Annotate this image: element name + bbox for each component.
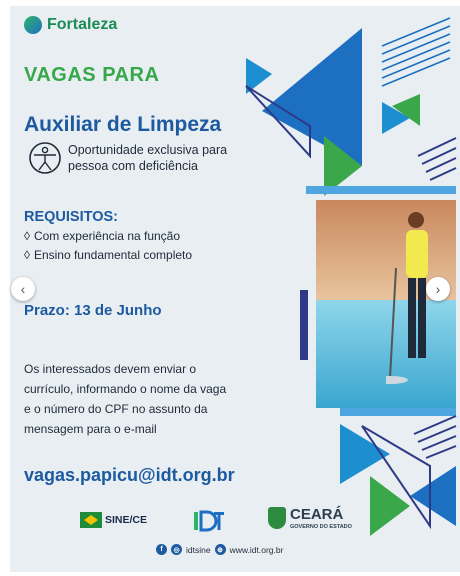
post-image <box>10 6 460 572</box>
job-title: Auxiliar de Limpeza <box>24 113 222 136</box>
deco-stripes-mid <box>418 138 456 180</box>
deadline: Prazo: 13 de Junho <box>24 302 162 319</box>
brazil-flag-icon <box>80 512 102 528</box>
deco-stripes-top <box>382 18 450 86</box>
requirement-item: ◊ Ensino fundamental completo <box>24 246 192 265</box>
instagram-icon: ◎ <box>171 544 182 555</box>
social-handle: idtsine <box>186 544 211 555</box>
carousel-next-button[interactable] <box>426 277 450 301</box>
globe-icon: ⊕ <box>215 544 226 555</box>
deco-stripes-bottom <box>414 416 456 458</box>
ceara-logo-subtext: GOVERNO DO ESTADO <box>290 524 352 530</box>
accessibility-icon <box>28 141 62 175</box>
sine-logo-text: SINE/CE <box>105 514 148 526</box>
pcd-notice <box>28 141 238 175</box>
ceara-logo <box>268 506 352 530</box>
application-instructions: Os interessados devem enviar o currículo, informando o nome da vaga e o número do CPF no assunto da mensagem para o e-mail <box>24 362 227 436</box>
requirements-title: REQUISITOS: <box>24 209 118 225</box>
ceara-shield-icon <box>268 507 286 529</box>
deco-triangle-bottom-blue <box>340 424 390 484</box>
idt-logo-icon <box>192 508 242 534</box>
brand <box>24 16 117 34</box>
requirements-list <box>24 227 192 265</box>
social-links <box>156 544 283 555</box>
fortaleza-logo-icon <box>24 16 42 34</box>
headline-prefix: VAGAS PARA <box>24 64 160 86</box>
sine-logo <box>80 512 147 528</box>
contact-email: vagas.papicu@idt.org.br <box>24 465 235 485</box>
facebook-icon: f <box>156 544 167 555</box>
chevron-right-icon: › <box>435 281 441 297</box>
partner-logos <box>72 506 452 536</box>
website: www.idt.org.br <box>229 544 284 555</box>
pcd-notice-text: Oportunidade exclusiva para pessoa com deficiência <box>68 143 228 173</box>
deco-triangle-big <box>262 28 362 166</box>
deco-bar-blue <box>306 186 456 194</box>
chevron-left-icon: ‹ <box>20 281 26 297</box>
deco-bar-navy <box>300 290 308 360</box>
ceara-logo-text: CEARÁ <box>290 506 344 523</box>
carousel-prev-button[interactable] <box>11 277 35 301</box>
brand-name: Fortaleza <box>47 16 118 33</box>
requirement-item: ◊ Com experiência na função <box>24 227 192 246</box>
cleaner-photo <box>316 200 456 408</box>
